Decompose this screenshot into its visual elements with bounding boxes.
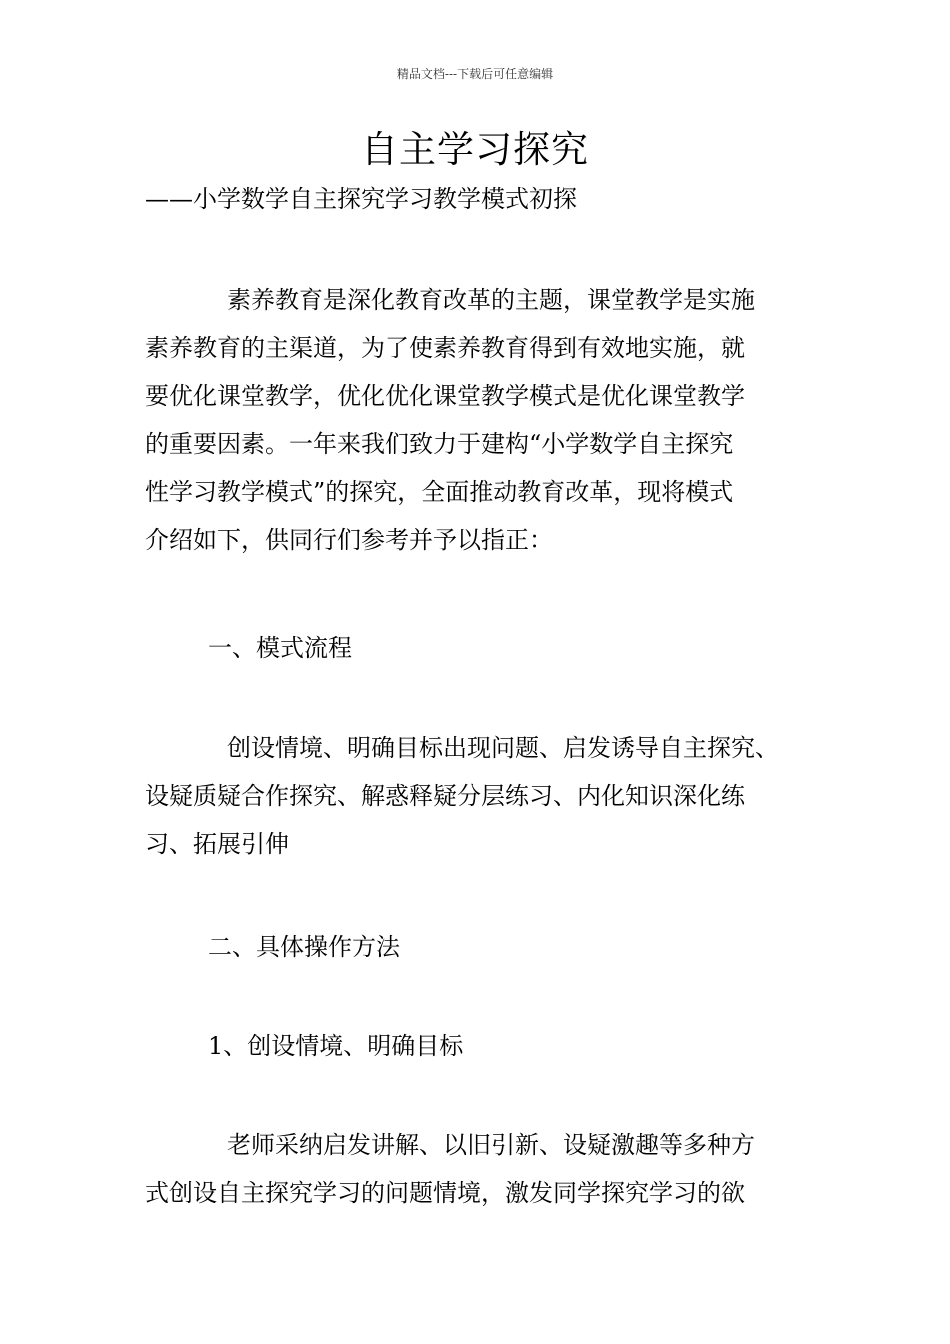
subsection-heading: 1、创设情境、明确目标 <box>208 1032 464 1060</box>
paragraph-line: 设疑质疑合作探究、解惑释疑分层练习、内化知识深化练 <box>145 782 745 810</box>
paragraph-line: 要优化课堂教学，优化优化课堂教学模式是优化课堂教学 <box>145 382 745 410</box>
subsection-heading-context <box>145 1022 463 1070</box>
paragraph-line: 素养教育是深化教育改革的主题，课堂教学是实施 <box>227 286 755 314</box>
document-subtitle: ——小学数学自主探究学习教学模式初探 <box>145 185 577 213</box>
document-title: 自主学习探究 <box>361 128 589 171</box>
paragraph-line: 习、拓展引伸 <box>145 830 289 858</box>
paragraph-line: 性学习教学模式”的探究，全面推动教育改革，现将模式 <box>145 478 734 506</box>
method-paragraph <box>145 1121 755 1217</box>
paragraph-line: 介绍如下，供同行们参考并予以指正： <box>145 526 553 554</box>
paragraph-line: 素养教育的主渠道，为了使素养教育得到有效地实施，就 <box>145 334 745 362</box>
section-heading-mode-flow <box>145 624 352 672</box>
section-heading-methods <box>145 923 400 971</box>
header-note: 精品文档---下载后可任意编辑 <box>396 67 554 81</box>
section-heading: 一、模式流程 <box>208 634 352 662</box>
paragraph-line: 创设情境、明确目标出现问题、启发诱导自主探究、 <box>227 734 779 762</box>
section-heading: 二、具体操作方法 <box>208 933 400 961</box>
paragraph-line: 的重要因素。一年来我们致力于建构“小学数学自主探究 <box>145 430 734 458</box>
flow-paragraph <box>145 724 779 868</box>
paragraph-line: 老师采纳启发讲解、以旧引新、设疑激趣等多种方 <box>227 1131 755 1159</box>
intro-paragraph <box>145 276 755 564</box>
paragraph-line: 式创设自主探究学习的问题情境，激发同学探究学习的欲 <box>145 1179 745 1207</box>
